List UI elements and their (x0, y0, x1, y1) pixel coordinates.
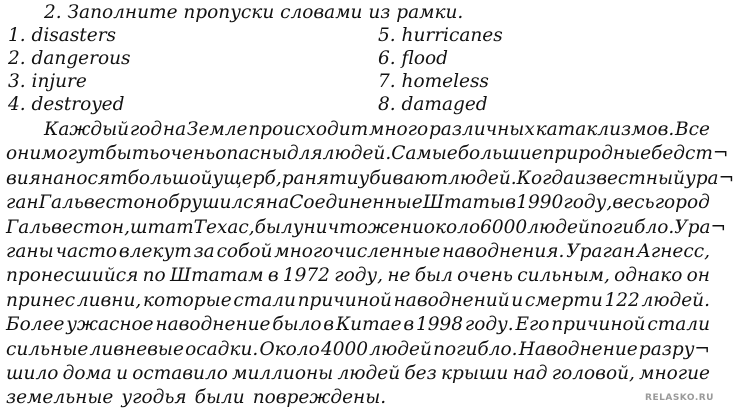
text-word: различных (428, 119, 535, 140)
text-word: Его (515, 314, 550, 336)
text-line (6, 386, 710, 410)
text-word: ливни, (76, 289, 142, 311)
word-item: 6. flood (378, 48, 448, 69)
word-item: 1. disasters (8, 25, 117, 46)
text-word: влекут (118, 240, 192, 262)
task-heading: 2. Заполните пропуски словами из рамки. (44, 2, 464, 23)
text-word: людей (337, 362, 401, 384)
text-word: был (254, 216, 293, 238)
text-word: погибло. (589, 216, 675, 238)
text-word: очень (457, 265, 513, 287)
text-word: были (194, 387, 245, 409)
text-word: оставило (132, 362, 228, 384)
word-list-right (378, 24, 503, 116)
text-line (6, 338, 710, 362)
word-item: 8. damaged (378, 94, 488, 115)
text-word: шило (6, 362, 59, 384)
text-word: 1990 (516, 192, 564, 214)
word-item: 4. destroyed (8, 94, 125, 115)
text-word: Соединенные (289, 192, 423, 214)
text-word: однако (614, 265, 683, 287)
text-word: в (403, 314, 415, 336)
text-word: принес (6, 289, 76, 311)
text-word: город (654, 192, 710, 214)
text-word: на (265, 192, 290, 214)
text-word: Наводнение (518, 338, 638, 360)
text-word: году, (334, 265, 384, 287)
text-word: Земле (186, 119, 248, 140)
text-word: природные (542, 143, 652, 165)
text-word: наводнение (155, 314, 271, 336)
text-word: многие (639, 362, 710, 384)
text-word: без (404, 362, 437, 384)
text-word: ущерб, (212, 167, 282, 189)
text-line (6, 362, 710, 386)
text-word: ливневые (89, 338, 184, 360)
text-word: большие (457, 143, 543, 165)
text-word: по (142, 265, 166, 287)
text-line (6, 191, 710, 215)
text-word: и (346, 167, 359, 189)
text-word: Штатам (169, 265, 264, 287)
text-word: очень (159, 143, 216, 165)
text-word: повреждены. (252, 387, 387, 409)
text-line (6, 264, 710, 288)
word-item: 7. homeless (378, 71, 489, 92)
text-word: быть (105, 143, 160, 165)
text-word: году, (563, 192, 613, 214)
text-word: Китае (335, 314, 402, 336)
text-word: Ура¬ (674, 216, 727, 238)
text-word: за (193, 240, 215, 262)
text-word: часто (55, 240, 118, 262)
text-word: бедст¬ (651, 143, 729, 165)
text-word: которые (142, 289, 232, 311)
text-word: весь (612, 192, 655, 214)
text-word: дома (62, 362, 112, 384)
text-word: в (323, 314, 335, 336)
text-word: Около (259, 338, 320, 360)
text-word: Каждый (44, 119, 130, 140)
text-word: убивают (358, 167, 449, 189)
text-word: вия (6, 167, 41, 189)
text-line (6, 313, 710, 337)
text-word: Агнесс, (636, 240, 710, 262)
text-word: штат (129, 216, 194, 238)
text-word: не (387, 265, 411, 287)
word-box (8, 24, 568, 116)
text-word: людей. (641, 289, 710, 311)
text-word: на (162, 119, 187, 140)
text-word: опасны (215, 143, 287, 165)
text-word: они (6, 143, 42, 165)
text-word: собой (216, 240, 273, 262)
text-word: и (411, 216, 424, 238)
text-word: людей. (448, 167, 517, 189)
text-word: он (686, 265, 710, 287)
text-word: ура¬ (684, 167, 734, 189)
text-word: уничтожен (292, 216, 412, 238)
text-word: для (286, 143, 323, 165)
text-word: и (511, 289, 524, 311)
text-word: было (272, 314, 322, 336)
text-line (6, 118, 710, 142)
gap-fill-text (6, 118, 734, 411)
text-word: миллионы (232, 362, 334, 384)
word-item: 2. dangerous (8, 48, 131, 69)
text-word: Техас, (193, 216, 255, 238)
text-word: Гальвестон, (6, 216, 130, 238)
text-word: сильные (6, 338, 89, 360)
word-list-left (8, 24, 131, 116)
text-word: большой (127, 167, 213, 189)
text-word: людей (527, 216, 590, 238)
text-word: Более (6, 314, 65, 336)
text-word: обрушился (156, 192, 266, 214)
text-word: Штаты (422, 192, 506, 214)
text-word: в (505, 192, 517, 214)
text-word: 1998 (415, 314, 464, 336)
text-word: крыши (440, 362, 509, 384)
word-item: 3. injure (8, 71, 87, 92)
text-word: пронесшийся (6, 265, 139, 287)
text-word: 4000 (320, 338, 369, 360)
text-word: много (369, 119, 429, 140)
text-word: был (414, 265, 453, 287)
text-word: около (423, 216, 481, 238)
text-word: год (129, 119, 163, 140)
text-word: 122 (604, 289, 640, 311)
text-line (6, 167, 734, 191)
text-word: происходит (248, 119, 369, 140)
text-word: году. (464, 314, 514, 336)
text-word: многочисленные (274, 240, 441, 262)
text-word: Все (675, 119, 710, 140)
text-word: осадки. (185, 338, 259, 360)
text-word: разру¬ (638, 338, 710, 360)
text-word: Самые (391, 143, 458, 165)
text-word: стали (647, 314, 710, 336)
text-word: катаклизмов. (535, 119, 675, 140)
text-word: ганы (6, 240, 54, 262)
text-word: Когда (516, 167, 575, 189)
text-word: ган (6, 192, 39, 214)
text-line (6, 289, 710, 313)
text-word: 6000 (480, 216, 528, 238)
text-line (6, 142, 729, 166)
text-word: смерти (524, 289, 603, 311)
text-word: Ураган (566, 240, 636, 262)
text-word: причиной (297, 289, 392, 311)
text-word: людей. (322, 143, 392, 165)
text-word: наводнений (393, 289, 510, 311)
text-word: наносят (40, 167, 128, 189)
word-item: 5. hurricanes (378, 25, 503, 46)
text-word: стали (233, 289, 296, 311)
text-line (6, 240, 710, 264)
text-word: ранят (281, 167, 347, 189)
text-word: известный (574, 167, 685, 189)
text-word: над (512, 362, 548, 384)
text-word: головой, (551, 362, 635, 384)
text-word: и (116, 362, 128, 384)
text-word: погибло. (433, 338, 518, 360)
text-word: людей (369, 338, 432, 360)
site-watermark: RELASKO.RU (645, 393, 714, 403)
text-word: угодья (121, 387, 187, 409)
text-line (6, 216, 727, 240)
text-word: Гальвестон (38, 192, 157, 214)
text-word: в (267, 265, 279, 287)
text-word: причиной (551, 314, 646, 336)
text-word: могут (41, 143, 106, 165)
text-word: сильным, (517, 265, 610, 287)
text-word: ужасное (66, 314, 154, 336)
text-word: наводнения. (442, 240, 565, 262)
text-word: 1972 (282, 265, 330, 287)
text-word: земельные (6, 387, 114, 409)
